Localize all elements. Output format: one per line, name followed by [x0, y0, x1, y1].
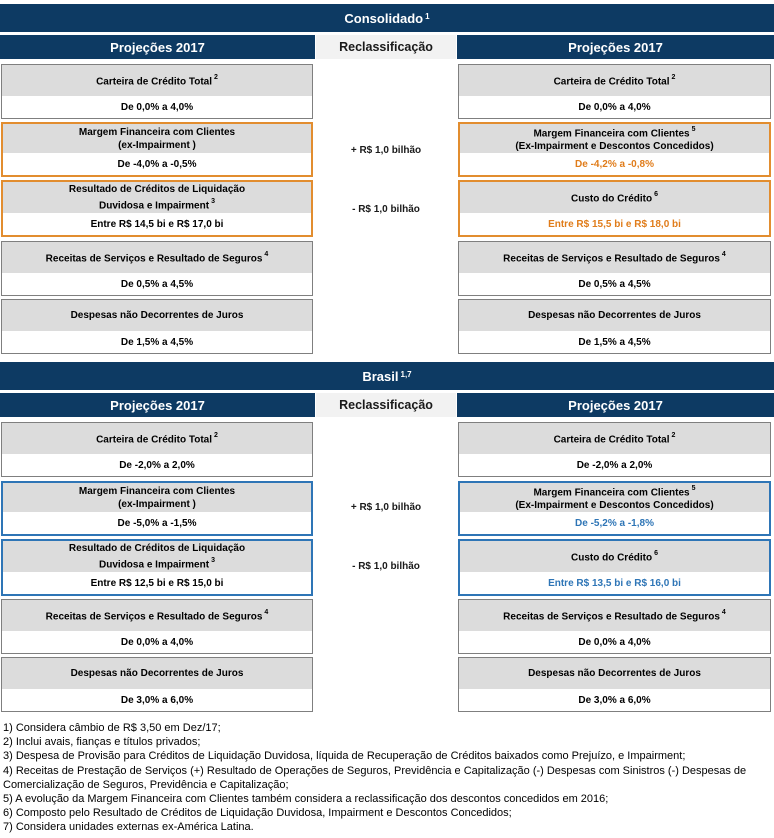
label-line2: (ex-Impairment ) — [118, 498, 196, 510]
box-value: Entre R$ 15,5 bi e R$ 18,0 bi — [460, 213, 769, 235]
label-sup: 5 — [691, 126, 696, 133]
right-box-despesas — [458, 657, 771, 712]
reclass-resultado: - R$ 1,0 bilhão — [352, 204, 420, 215]
label-text: Custo do Crédito — [570, 552, 653, 564]
box-label — [459, 423, 770, 454]
reclass-margem: + R$ 1,0 bilhão — [350, 145, 422, 156]
box-value: Entre R$ 12,5 bi e R$ 15,0 bi — [3, 572, 311, 594]
label-text: Receitas de Serviços e Resultado de Seguros — [503, 611, 720, 623]
footnote: 5) A evolução da Margem Financeira com Clientes também considera a reclassificação dos descontos concedidos em 2016; — [3, 793, 609, 806]
box-value: De -2,0% a 2,0% — [459, 454, 770, 476]
label-sup: 5 — [691, 485, 696, 492]
left-box-margem — [1, 481, 313, 536]
left-box-receitas — [1, 599, 313, 654]
box-value: De 0,5% a 4,5% — [2, 273, 312, 295]
label-line2: (Ex-Impairment e Descontos Concedidos) — [515, 500, 714, 512]
box-label — [460, 182, 769, 213]
label-line1: Resultado de Créditos de Liquidação — [68, 542, 246, 554]
box-value: De 3,0% a 6,0% — [2, 689, 312, 711]
reclass-margem: + R$ 1,0 bilhão — [350, 502, 422, 513]
box-value: Entre R$ 14,5 bi e R$ 17,0 bi — [3, 213, 311, 235]
box-label — [2, 242, 312, 273]
box-value: Entre R$ 13,5 bi e R$ 16,0 bi — [460, 572, 769, 594]
section-title-consolidado — [0, 4, 774, 32]
box-label — [460, 124, 769, 153]
label-sup: 6 — [654, 191, 658, 199]
right-column-header: Projeções 2017 — [457, 35, 774, 59]
left-box-carteira — [1, 422, 313, 477]
right-box-custo-credito — [458, 180, 771, 237]
box-label — [459, 242, 770, 273]
box-label — [3, 483, 311, 512]
middle-column-header: Reclassificação — [316, 393, 456, 417]
footnote: 6) Composto pelo Resultado de Créditos de Liquidação Duvidosa, Impairment e Descontos Concedidos; — [3, 807, 512, 820]
section-title-sup: 1 — [425, 11, 430, 21]
box-label — [460, 541, 769, 572]
label-sup: 2 — [671, 74, 676, 82]
label-text: Carteira de Crédito Total — [553, 76, 670, 88]
right-box-custo-credito — [458, 539, 771, 596]
reclass-resultado: - R$ 1,0 bilhão — [352, 561, 420, 572]
box-label — [2, 600, 312, 631]
footnote: 3) Despesa de Provisão para Créditos de Liquidação Duvidosa, líquida de Recuperação de Créditos baixados como Prejuízo, e Impairment; — [3, 750, 686, 763]
right-box-margem — [458, 122, 771, 177]
box-value: De -5,0% a -1,5% — [3, 512, 311, 534]
box-value: De 3,0% a 6,0% — [459, 689, 770, 711]
right-column-header: Projeções 2017 — [457, 393, 774, 417]
label-line1: Margem Financeira com Clientes — [533, 128, 690, 140]
label-line1: Margem Financeira com Clientes — [78, 485, 236, 497]
label-line2: (ex-Impairment ) — [118, 139, 196, 151]
right-box-margem — [458, 481, 771, 536]
left-box-despesas — [1, 299, 313, 354]
box-label — [459, 65, 770, 96]
label-sup: 4 — [264, 609, 269, 617]
box-value: De 0,0% a 4,0% — [459, 631, 770, 653]
right-box-carteira — [458, 64, 771, 119]
label-sup: 2 — [214, 432, 218, 440]
box-label: Despesas não Decorrentes de Juros — [459, 658, 770, 689]
label-line1: Margem Financeira com Clientes — [78, 126, 236, 138]
middle-column-header: Reclassificação — [316, 35, 456, 59]
box-value: De 1,5% a 4,5% — [459, 331, 770, 353]
right-box-despesas — [458, 299, 771, 354]
left-box-resultado-creditos — [1, 539, 313, 596]
box-value: De 0,0% a 4,0% — [459, 96, 770, 118]
box-label: Despesas não Decorrentes de Juros — [2, 300, 312, 331]
box-label — [3, 541, 311, 572]
box-value: De -4,0% a -0,5% — [3, 153, 311, 175]
label-text: Receitas de Serviços e Resultado de Seguros — [503, 253, 720, 265]
label-sup: 3 — [211, 556, 215, 564]
box-label — [459, 600, 770, 631]
right-box-carteira — [458, 422, 771, 477]
box-label: Despesas não Decorrentes de Juros — [459, 300, 770, 331]
box-label — [460, 483, 769, 512]
label-text: Carteira de Crédito Total — [96, 76, 213, 88]
box-label — [2, 423, 312, 454]
left-box-despesas — [1, 657, 313, 712]
label-text: Carteira de Crédito Total — [553, 434, 670, 446]
footnote: 7) Considera unidades externas ex-América Latina. — [3, 821, 254, 834]
left-box-margem — [1, 122, 313, 177]
label-sup: 2 — [214, 74, 218, 82]
section-title-sup: 1,7 — [400, 369, 412, 379]
label-sup: 6 — [654, 550, 658, 558]
footnotes — [3, 721, 773, 835]
label-sup: 4 — [264, 251, 269, 259]
label-sup: 4 — [721, 251, 726, 259]
label-sup: 4 — [721, 609, 726, 617]
box-label — [3, 124, 311, 153]
section-title-text: Brasil — [362, 368, 399, 384]
box-label: Despesas não Decorrentes de Juros — [2, 658, 312, 689]
label-line1: Resultado de Créditos de Liquidação — [68, 183, 246, 195]
right-box-receitas — [458, 599, 771, 654]
section-title-brasil — [0, 362, 774, 390]
box-label — [2, 65, 312, 96]
label-sup: 2 — [671, 432, 676, 440]
box-value: De -4,2% a -0,8% — [460, 153, 769, 175]
label-text: Custo do Crédito — [570, 193, 653, 205]
left-column-header: Projeções 2017 — [0, 35, 315, 59]
label-text: Receitas de Serviços e Resultado de Seguros — [45, 253, 263, 265]
footnote: 1) Considera câmbio de R$ 3,50 em Dez/17; — [3, 722, 221, 734]
box-value: De 0,5% a 4,5% — [459, 273, 770, 295]
right-box-receitas — [458, 241, 771, 296]
section-title-text: Consolidado — [344, 10, 424, 26]
label-line1: Margem Financeira com Clientes — [533, 487, 690, 499]
label-line2: (Ex-Impairment e Descontos Concedidos) — [515, 141, 714, 153]
box-value: De 0,0% a 4,0% — [2, 96, 312, 118]
left-box-resultado-creditos — [1, 180, 313, 237]
box-value: De -2,0% a 2,0% — [2, 454, 312, 476]
left-column-header: Projeções 2017 — [0, 393, 315, 417]
left-box-receitas — [1, 241, 313, 296]
label-line2: Duvidosa e Impairment — [99, 200, 210, 212]
box-value: De -5,2% a -1,8% — [460, 512, 769, 534]
label-text: Receitas de Serviços e Resultado de Seguros — [45, 611, 263, 623]
label-line2: Duvidosa e Impairment — [99, 559, 210, 571]
box-value: De 1,5% a 4,5% — [2, 331, 312, 353]
footnote: 4) Receitas de Prestação de Serviços (+) Resultado de Operações de Seguros, Previdência e Capitalização (-) Despesas com Sinistros (-) Despesas de Comercialização de Seguros, Previdência e Capitalização; — [3, 764, 747, 791]
label-text: Carteira de Crédito Total — [96, 434, 213, 446]
footnote: 2) Inclui avais, fianças e títulos privados; — [3, 736, 201, 749]
label-sup: 3 — [211, 197, 215, 205]
left-box-carteira — [1, 64, 313, 119]
box-label — [3, 182, 311, 213]
box-value: De 0,0% a 4,0% — [2, 631, 312, 653]
